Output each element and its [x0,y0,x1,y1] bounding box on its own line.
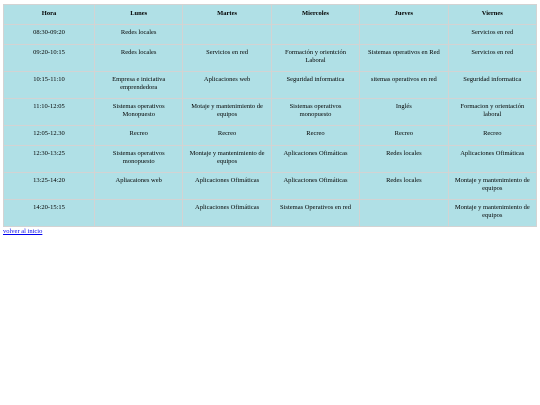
class-cell-viernes: Aplicaciones Ofimáticas [449,146,536,172]
time-cell: 09:20-10:15 [4,45,94,71]
header-row [4,5,536,24]
class-cell-miercoles: Seguridad informatica [272,72,359,98]
class-cell-miercoles: Sistemas operativos monopuesto [272,99,359,125]
class-cell-lunes: Recreo [95,126,182,145]
time-cell: 14:20-15:15 [4,200,94,226]
class-cell-martes: Aplicaciones Ofimáticas [183,173,270,199]
class-cell-miercoles: Formación y orientción Laboral [272,45,359,71]
header-miercoles: Miercoles [272,5,359,24]
page-content [3,4,537,236]
class-cell-jueves [360,25,447,44]
class-cell-viernes: Servicios en red [449,25,536,44]
class-cell-lunes: Apliacaiones web [95,173,182,199]
class-cell-miercoles: Aplicaciones Ofimáticas [272,146,359,172]
class-cell-martes: Motaje y mantenimiento de equipos [183,99,270,125]
time-cell: 11:10-12:05 [4,99,94,125]
time-cell: 10:15-11:10 [4,72,94,98]
class-cell-viernes: Montaje y mantenimiento de equipos [449,173,536,199]
class-cell-jueves: Redes locales [360,146,447,172]
class-cell-viernes: Seguridad informatica [449,72,536,98]
class-cell-jueves: Redes locales [360,173,447,199]
time-cell: 12:30-13:25 [4,146,94,172]
header-jueves: Jueves [360,5,447,24]
back-to-home-link[interactable]: volver al inicio [3,228,43,235]
class-cell-miercoles: Recreo [272,126,359,145]
schedule-row [4,173,536,199]
class-cell-lunes: Redes locales [95,45,182,71]
time-cell: 08:30-09:20 [4,25,94,44]
time-cell: 13:25-14:20 [4,173,94,199]
schedule-row [4,126,536,145]
class-cell-lunes [95,200,182,226]
header-viernes: Viernes [449,5,536,24]
time-cell: 12:05-12.30 [4,126,94,145]
class-cell-martes: Aplicaciones Ofimáticas [183,200,270,226]
class-cell-martes: Recreo [183,126,270,145]
class-cell-miercoles [272,25,359,44]
class-cell-viernes: Servicios en red [449,45,536,71]
class-cell-jueves: Inglés [360,99,447,125]
schedule-row [4,45,536,71]
class-cell-lunes: Sistemas operativos monopuesto [95,146,182,172]
class-cell-martes: Montaje y mantenimiento de equipos [183,146,270,172]
schedule-row [4,25,536,44]
header-hora: Hora [4,5,94,24]
class-cell-miercoles: Aplicaciones Ofimáticas [272,173,359,199]
class-cell-lunes: Sistemas operativos Monopuesto [95,99,182,125]
class-cell-lunes: Redes locales [95,25,182,44]
header-martes: Martes [183,5,270,24]
class-cell-jueves [360,200,447,226]
class-cell-martes: Servicios en red [183,45,270,71]
class-cell-martes [183,25,270,44]
class-cell-jueves: sitemas operativos en red [360,72,447,98]
class-cell-miercoles: Sistemas Operativos en red [272,200,359,226]
header-lunes: Lunes [95,5,182,24]
schedule-row [4,146,536,172]
schedule-row [4,72,536,98]
schedule-row [4,200,536,226]
class-cell-viernes: Recreo [449,126,536,145]
class-cell-lunes: Empresa e iniciativa emprendedora [95,72,182,98]
class-cell-viernes: Formacion y orientación laboral [449,99,536,125]
class-cell-viernes: Montaje y mantenimiento de equipos [449,200,536,226]
class-cell-jueves: Sistemas operativos en Red [360,45,447,71]
schedule-row [4,99,536,125]
class-cell-jueves: Recreo [360,126,447,145]
schedule-table [3,4,537,227]
class-cell-martes: Aplicaciones web [183,72,270,98]
